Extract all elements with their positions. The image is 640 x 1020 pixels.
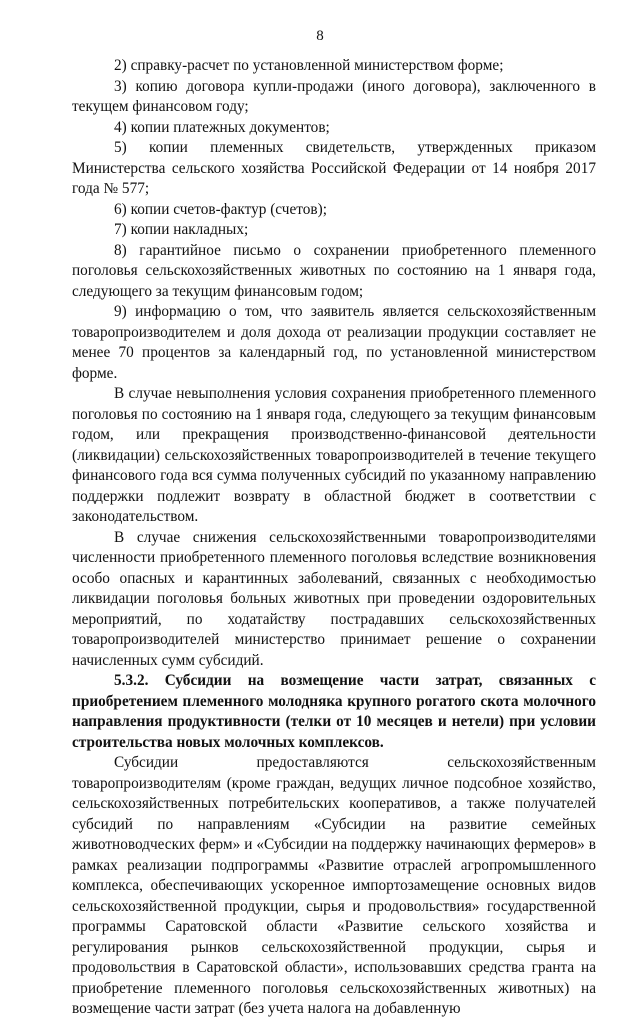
document-body	[72, 56, 596, 1020]
paragraph-livestock-reduction: В случае снижения сельскохозяйственными товаропроизводителями численности приобретенного племенного поголовья вследствие возникновения особо опасных и карантинных заболеваний, связанных с необходимостью ликвидации поголовья больных животных при проведении оздоровительных мероприятий, по ходатайству пострадавших сельскохозяйственных товаропроизводителей министерство принимает решение о сохранении начисленных сумм субсидий.	[72, 528, 596, 669]
list-item-4: 4) копии платежных документов;	[114, 118, 330, 136]
list-item-2: 2) справку-расчет по установленной министерством форме;	[114, 57, 504, 74]
section-heading-5-3-2: 5.3.2. Субсидии на возмещение части затрат, связанных с приобретением племенного молодняка крупного рогатого скота молочного направления продуктивности (телки от 10 месяцев и нетели) при условии строительства новых молочных комплексов.	[72, 672, 596, 751]
list-item-9: 9) информацию о том, что заявитель является сельскохозяйственным товаропроизводителем и доля дохода от реализации продукции составляет не менее 70 процентов за календарный год, по установленной министерством форме.	[72, 303, 596, 382]
list-item-3: 3) копию договора купли-продажи (иного договора), заключенного в текущем финансовом году;	[72, 77, 596, 115]
paragraph-subsidy-recipients: Субсидии предоставляются сельскохозяйственным товаропроизводителям (кроме граждан, ведущих личное подсобное хозяйство, сельскохозяйственных потребительских кооперативов, а также получателей субсидий по направлениям «Субсидии на развитие семейных животноводческих ферм» и «Субсидии на поддержку начинающих фермеров» в рамках реализации подпрограммы «Развитие отраслей агропромышленного комплекса, обеспечивающих ускоренное импортозамещение основных видов сельскохозяйственной продукции, сырья и продовольствия» государственной программы Саратовской области «Развитие сельского хозяйства и регулирования рынков сельскохозяйственной продукции, сырья и продовольствия в Саратовской области», использовавших средства гранта на приобретение племенного поголовья сельскохозяйственных животных) на возмещение части затрат (без учета налога на добавленную	[72, 754, 596, 1017]
list-item-8: 8) гарантийное письмо о сохранении приобретенного племенного поголовья сельскохозяйственных животных по состоянию на 1 января года, следующего за текущим финансовым годом;	[72, 241, 596, 300]
list-item-5: 5) копии племенных свидетельств, утвержденных приказом Министерства сельского хозяйства Российской Федерации от 14 ноября 2017 года № 577;	[72, 139, 596, 197]
paragraph-non-compliance: В случае невыполнения условия сохранения приобретенного племенного поголовья по состоянию на 1 января года, следующего за текущим финансовым годом, или прекращения производственно-финансовой деятельности (ликвидации) сельскохозяйственных товаропроизводителей в течение текущего финансового года вся сумма полученных субсидий по указанному направлению поддержки подлежит возврату в областной бюджет в соответствии с законодательством.	[72, 385, 596, 525]
page-number: 8	[316, 28, 324, 44]
list-item-6: 6) копии счетов-фактур (счетов);	[114, 200, 327, 218]
list-item-7: 7) копии накладных;	[114, 221, 249, 238]
